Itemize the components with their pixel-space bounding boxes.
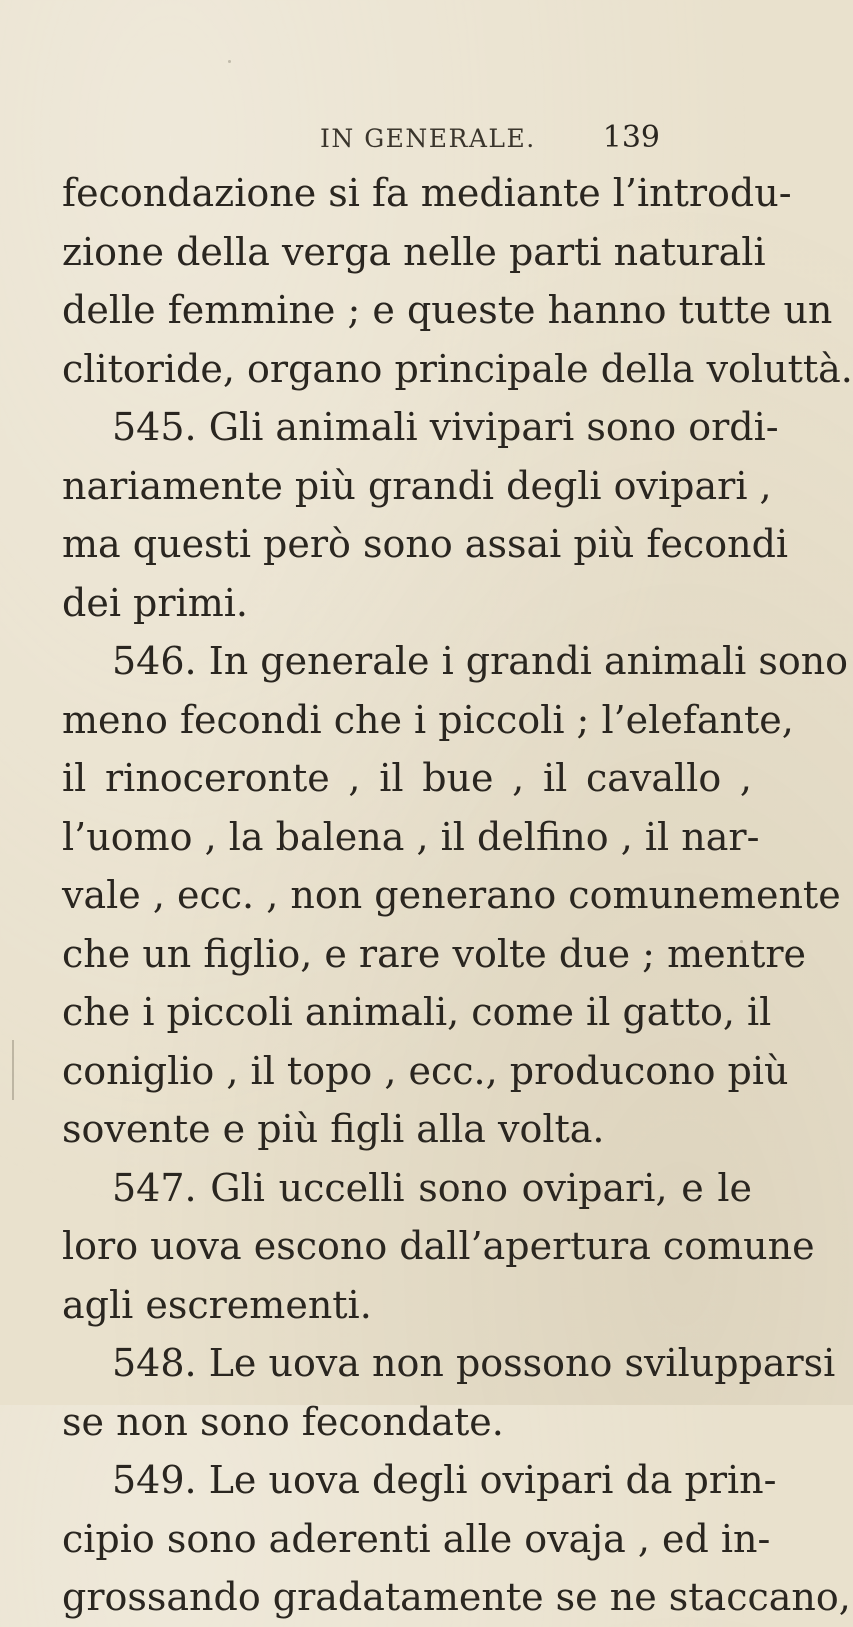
text-line: l’uomo , la balena , il delfino , il nar- bbox=[62, 814, 760, 859]
paper-speck bbox=[740, 940, 743, 943]
text-line: vale , ecc. , non generano comunemente bbox=[62, 873, 841, 917]
text-line: zione della verga nelle parti naturali bbox=[62, 229, 766, 274]
text-line: agli escrementi. bbox=[62, 1282, 372, 1327]
paper-speck bbox=[228, 60, 231, 63]
text-line: sovente e più figli alla volta. bbox=[62, 1107, 605, 1151]
text-line: che i piccoli animali, come il gatto, il bbox=[62, 990, 772, 1034]
text-line: il rinoceronte , il bue , il cavallo , bbox=[62, 756, 752, 800]
page-header bbox=[200, 120, 660, 160]
text-line: ma questi però sono assai più fecondi bbox=[62, 522, 789, 566]
text-line: clitoride, organo principale della voluttà. bbox=[62, 346, 853, 391]
paragraph-546-start: 546. In generale i grandi animali sono bbox=[112, 639, 849, 683]
text-line: nariamente più grandi degli ovipari , bbox=[62, 463, 772, 508]
text-line: che un figlio, e rare volte due ; mentre bbox=[62, 931, 806, 976]
text-line: coniglio , il topo , ecc., producono più bbox=[62, 1048, 789, 1093]
paragraph-549-start: 549. Le uova degli ovipari da prin- bbox=[112, 1458, 777, 1502]
text-line: grossando gradatamente se ne staccano, bbox=[62, 1575, 851, 1619]
paragraph-545-start: 545. Gli animali vivipari sono ordi- bbox=[112, 405, 779, 449]
text-line: dei primi. bbox=[62, 580, 248, 625]
running-head: IN GENERALE. bbox=[320, 124, 536, 153]
text-line: meno fecondi che i piccoli ; l’elefante, bbox=[62, 697, 794, 742]
page-number: 139 bbox=[602, 120, 660, 155]
text-line: delle femmine ; e queste hanno tutte un bbox=[62, 288, 833, 332]
text-line: se non sono fecondate. bbox=[62, 1399, 504, 1444]
text-line: cipio sono aderenti alle ovaja , ed in- bbox=[62, 1516, 771, 1561]
paragraph-547-start: 547. Gli uccelli sono ovipari, e le bbox=[112, 1165, 752, 1210]
paper-stain bbox=[12, 1040, 14, 1100]
text-line: loro uova escono dall’apertura comune bbox=[62, 1224, 815, 1268]
text-line: fecondazione si fa mediante l’introdu- bbox=[62, 171, 792, 215]
paragraph-548-start: 548. Le uova non possono svilupparsi bbox=[112, 1341, 836, 1385]
body-text bbox=[62, 164, 853, 1627]
